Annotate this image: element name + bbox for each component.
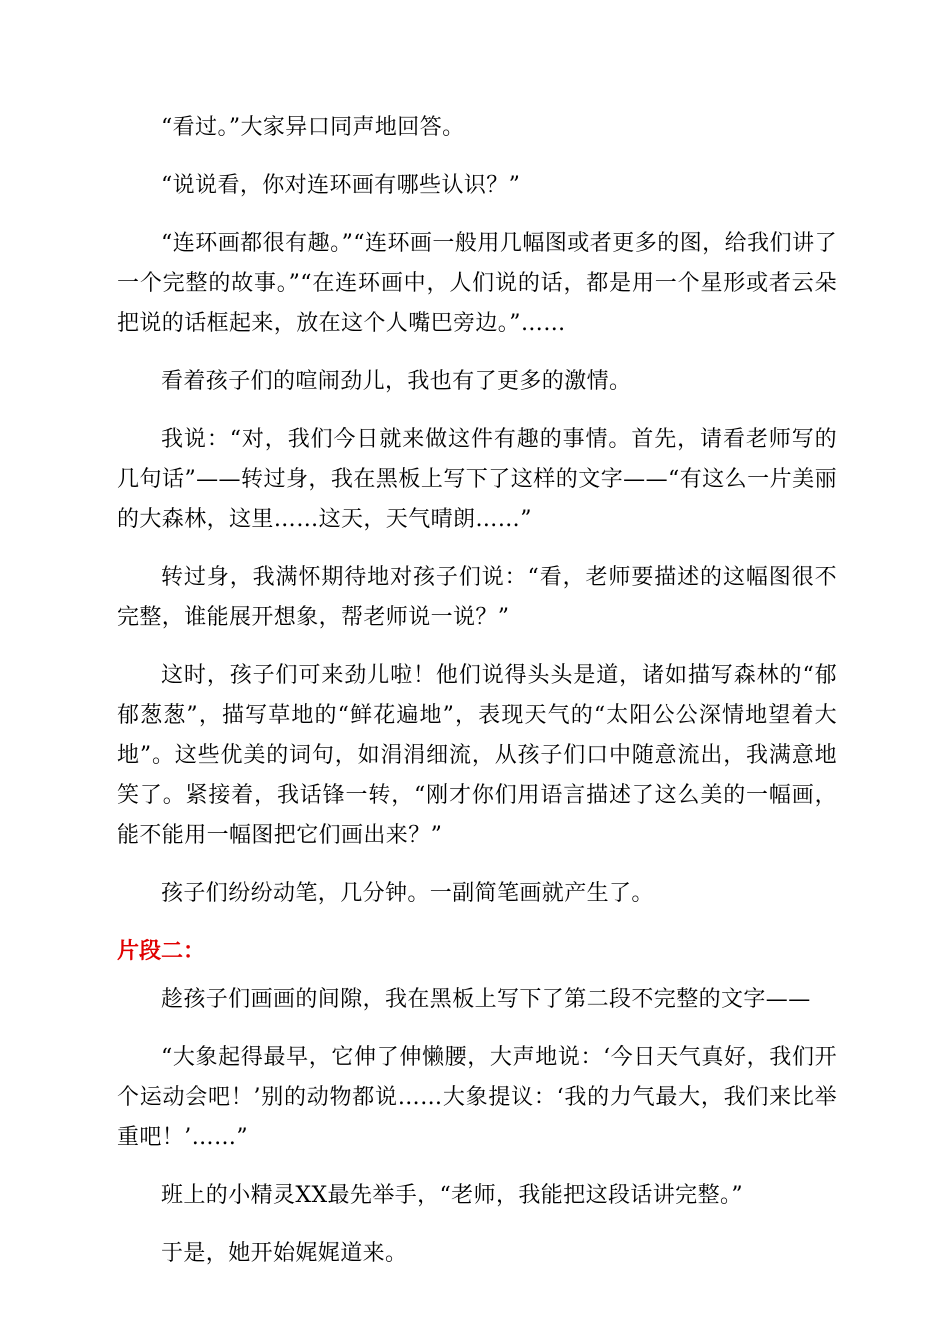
paragraph-8: 孩子们纷纷动笔，几分钟。一副简笔画就产生了。: [161, 881, 654, 906]
paragraph-6: 转过身，我满怀期待地对孩子们说：“看，老师要描述的这幅图很不完整，谁能展开想象，帮老师说一说？”: [117, 565, 837, 630]
paragraph-4: 看着孩子们的喧闹劲儿，我也有了更多的激情。: [161, 369, 632, 394]
document-page: [117, 108, 837, 1292]
paragraph-7: 这时，孩子们可来劲儿啦！他们说得头头是道，诸如描写森林的“郁郁葱葱”，描写草地的“鲜花遍地”，表现天气的“太阳公公深情地望着大地”。这些优美的词句，如涓涓细流，从孩子们口中随意流出，我满意地笑了。紧接着，我话锋一转，“刚才你们用语言描述了这么美的一幅画，能不能用一幅图把它们画出来？”: [117, 663, 837, 848]
paragraph-5: 我说：“对，我们今日就来做这件有趣的事情。首先，请看老师写的几句话”——转过身，我在黑板上写下了这样的文字——“有这么一片美丽的大森林，这里……这天，天气晴朗……”: [117, 427, 837, 532]
paragraph-1: “看过。”大家异口同声地回答。: [161, 115, 465, 140]
section-heading: 片段二：: [117, 939, 206, 964]
paragraph-9: 趁孩子们画画的间隙，我在黑板上写下了第二段不完整的文字——: [161, 987, 811, 1012]
paragraph-11: 班上的小精灵XX最先举手，“老师，我能把这段话讲完整。”: [161, 1183, 744, 1208]
paragraph-3: “连环画都很有趣。”“连环画一般用几幅图或者更多的图，给我们讲了一个完整的故事。”“在连环画中，人们说的话，都是用一个星形或者云朵把说的话框起来，放在这个人嘴巴旁边。”……: [117, 231, 837, 336]
paragraph-2: “说说看，你对连环画有哪些认识？”: [161, 173, 521, 198]
paragraph-12: 于是，她开始娓娓道来。: [161, 1241, 408, 1266]
paragraph-10: “大象起得最早，它伸了伸懒腰，大声地说：‘今日天气真好，我们开个运动会吧！’别的动物都说……大象提议：‘我的力气最大，我们来比举重吧！’……”: [117, 1045, 837, 1150]
